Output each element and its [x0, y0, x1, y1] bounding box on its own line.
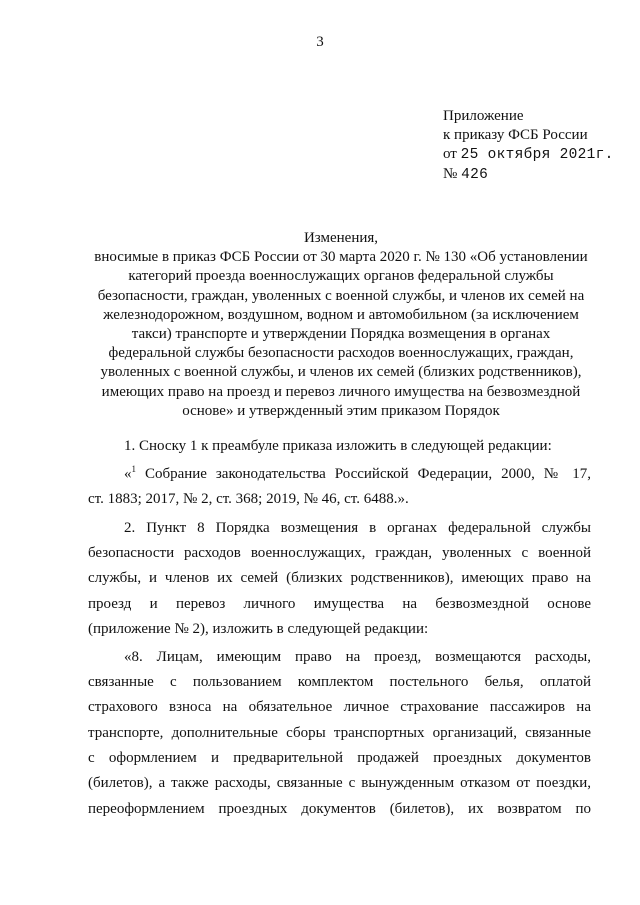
heading-line: уволенных с военной службы, и членов их семей (близких родственников),: [100, 364, 582, 381]
appendix-number: [443, 165, 614, 185]
appendix-order-ref: к приказу ФСБ России: [443, 127, 588, 143]
heading-line: вносимые в приказ ФСБ России от 30 марта 2020 г. № 130 «Об установлении: [94, 249, 588, 266]
footnote-line-2: ст. 1883; 2017, № 2, ст. 368; 2019, № 46, ст. 6488.».: [88, 491, 409, 507]
paragraph-2-line: (приложение № 2), изложить в следующей редакции:: [88, 621, 429, 637]
heading-line: Изменения,: [303, 230, 379, 246]
footnote-quote: «: [124, 466, 132, 482]
appendix-number-prefix: №: [443, 166, 458, 182]
page-number: 3: [316, 34, 324, 50]
heading-line: железнодорожном, воздушном, водном и автомобильном (за исключением: [103, 306, 579, 323]
appendix-date: [443, 145, 614, 165]
paragraph-2-line: проезд и перевоз личного имущества на безвозмездной основе: [88, 596, 591, 612]
paragraph-3-line: (билетов), а также расходы, связанные с вынужденным отказом от поездки,: [88, 775, 591, 791]
heading-line: имеющих право на проезд и перевоз личного имущества на безвозмездной: [101, 383, 581, 400]
paragraph-3-line: страхового взноса на обязательное личное страхование пассажиров на: [88, 699, 591, 715]
appendix-date-prefix: от: [443, 146, 457, 162]
heading-line: основе» и утвержденный этим приказом Порядок: [182, 402, 500, 419]
paragraph-2-line: службы, и членов их семей (близких родственников), имеющих право на: [88, 570, 591, 586]
paragraph-3-line: связанные с пользованием комплектом постельного белья, оплатой: [88, 674, 591, 690]
heading-line: федеральной службы безопасности расходов военнослужащих, граждан,: [108, 345, 574, 362]
paragraph-2-line: безопасности расходов военнослужащих, граждан, уволенных с военной: [88, 545, 591, 561]
appendix-date-value: 25 октября 2021г.: [460, 147, 614, 163]
paragraph-1: 1. Сноску 1 к преамбуле приказа изложить в следующей редакции:: [124, 438, 552, 454]
heading-line: категорий проезда военнослужащих органов федеральной службы: [128, 268, 554, 285]
document-heading: [76, 229, 606, 421]
paragraph-3-line: транспорте, дополнительные сборы транспортных организаций, связанные: [88, 725, 591, 741]
footnote-text: Собрание законодательства Российской Федерации, 2000, № 17,: [136, 466, 591, 482]
heading-line: безопасности, граждан, уволенных с военной службы, и членов их семей на: [97, 287, 585, 304]
heading-line: такси) транспорте и утверждении Порядка возмещения в органах: [131, 326, 551, 343]
appendix-number-value: 426: [461, 167, 489, 183]
appendix-block: [443, 107, 614, 185]
paragraph-3-line: переоформлением проездных документов (билетов), их возвратом по: [88, 801, 591, 817]
appendix-title: Приложение: [443, 108, 524, 124]
paragraph-3-line: с оформлением и предварительной продажей проездных документов: [88, 750, 591, 766]
paragraph-2-line: 2. Пункт 8 Порядка возмещения в органах федеральной службы: [124, 520, 591, 536]
footnote-line-1: [124, 464, 591, 484]
footnote-marker: 1: [131, 464, 136, 474]
paragraph-3-line: «8. Лицам, имеющим право на проезд, возмещаются расходы,: [124, 649, 591, 665]
